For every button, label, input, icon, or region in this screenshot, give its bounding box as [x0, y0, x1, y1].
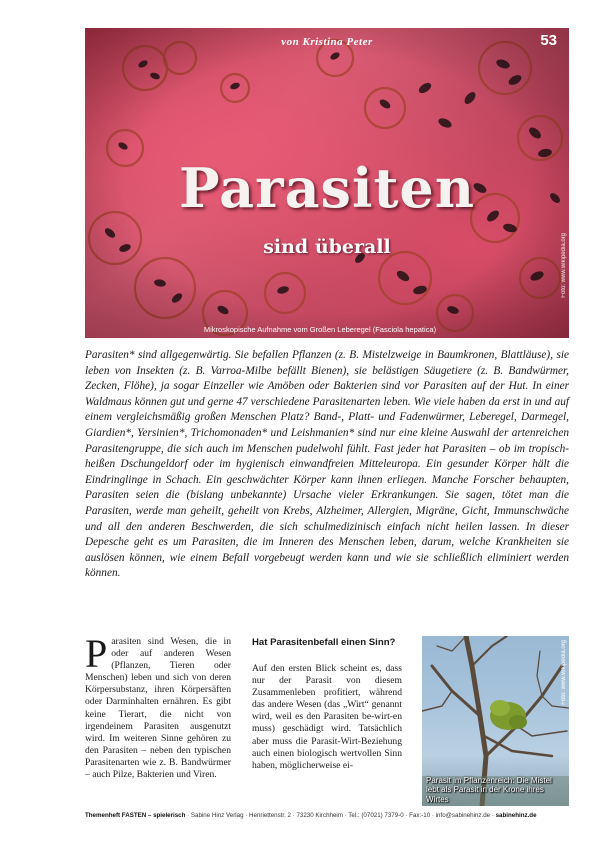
footer-site: sabinehinz.de [495, 812, 537, 819]
footer-details: · Sabine Hinz Verlag · Henriettenstr. 2 · 73230 Kirchheim · Tel.: (07021) 7379-0 · Fax:-10 · info@sabinehinz.de · [185, 812, 496, 819]
hero-image [85, 28, 569, 338]
footer-lead: Themenheft FASTEN – spielerisch [85, 812, 186, 819]
page-number: 53 [540, 32, 557, 49]
hero-caption: Mikroskopische Aufnahme vom Großen Leberegel (Fasciola hepatica) [203, 325, 437, 334]
article-subtitle: sind überall [263, 236, 391, 258]
photo-caption: Parasit im Pflanzenreich: Die Mistel lebt als Parasit in der Krone ihres Wirtes [426, 775, 552, 804]
intro-paragraph: Parasiten* sind allgegenwärtig. Sie befallen Pflanzen (z. B. Mistelzweige in Baumkronen, Blattläuse), sie leben von Insekten (z. B. Varroa-Milbe befällt Bienen), sie belästigen Säugetiere (z. B. Bandwürmer, Zecken, Flöhe), ja sogar Einzeller wie Amöben oder Bakterien sind vor Parasiten auf der Hut. In einer Waldmaus können gut und gerne 47 verschiedene Parasitenarten leben. Wie viele haben da erst in und auf einem vergleichsmäßig großen Menschen Platz? Band-, Platt- und Fadenwürmer, Leberegel, Darmegel, Giardien*, Yersinien*, Trichomonaden* und Leishmanien* sind nur eine kleine Auswahl der artenreichen Parasitengruppe, die sich auch im Menschen pudelwohl fühlt. Fast jeder hat Parasiten – ob im tropisch-heißen Dschungeldorf oder im hygienisch einwandfreien Mitteleuropa. Ein gesunder Körper hält die Eindringlinge in Schach. Ein geschwächter Körper kann ihnen erliegen. Manche Forscher behaupten, Parasiten seien die (bislang unbekannte) Ursache vieler Erkrankungen. Sie sagen, tötet man die Parasiten, werde man geheilt, geheilt von Krebs, Alzheimer, Allergien, Migräne, Gicht, Immunschwäche und all den anderen Beschwerden, die sich schulmedizinisch einfach nicht heilen lassen. In dieser Depesche geht es um Parasiten, die im Inneren des Menschen leben, darum, welche Krankheiten sie auslösen können, wie einem Befall vorgebeugt werden kann und wie sie schließlich eliminiert werden können. [85, 349, 569, 580]
column-2-text: Auf den ersten Blick scheint es, dass nur der Parasit von diesem Zusammenleben profitiert, während das andere Wesen (das „Wirt“ genannt wird, weil es den Parasiten be-wirt-en muss) geschädigt wird. Tatsächlich aber muss die Parasit-Wirt-Beziehung auch einen biologisch wertvollen Sinn haben, möglicherweise ei- [252, 663, 402, 771]
drop-cap: P [85, 631, 108, 676]
body-column-2 [252, 636, 402, 772]
column-1-text: arasiten sind Wesen, die in oder auf anderen Wesen (Pflanzen, Tieren oder Menschen) leben und sich von deren Körpersubstanz, ihren Körpersäften oder Darminhalten ernähren. Es gibt keine Tierart, die nicht von irgendeinem Parasiten ausgenutzt wird. Im weiteren Sinne gehören zu den Parasiten – neben den typischen Parasitenarten wie z. B. Bandwürmer – auch Pilze, Bakterien und Viren. [85, 636, 231, 781]
hero-photo-credit: Foto: www.wikipedia.org [561, 233, 567, 298]
author-byline: von Kristina Peter [281, 36, 373, 48]
mistletoe-photo [422, 636, 569, 806]
section-heading: Hat Parasitenbefall einen Sinn? [252, 637, 396, 648]
photo-credit: Foto: www.wikipedia.org [561, 640, 567, 705]
page-footer [85, 812, 569, 819]
body-column-1 [85, 631, 231, 781]
article-title: Parasiten [178, 156, 476, 220]
